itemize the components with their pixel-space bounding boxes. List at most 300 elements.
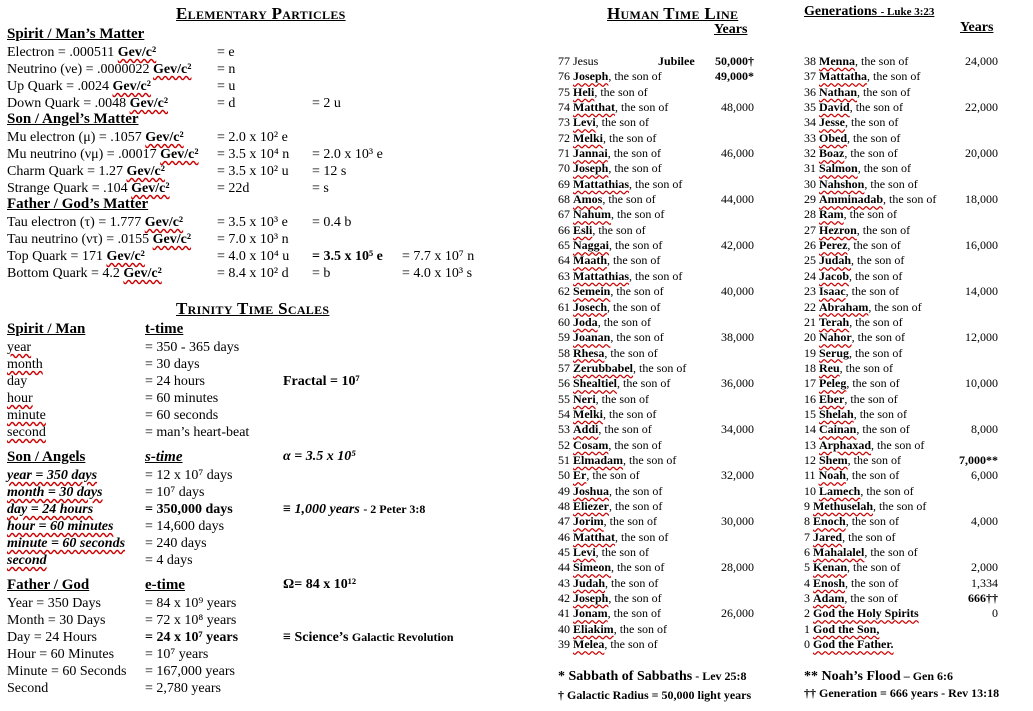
- ancestor-name: Perez: [819, 238, 848, 253]
- particle-unit: Gev/c²: [160, 147, 199, 162]
- generation-number: 3: [804, 591, 810, 606]
- time-unit: month: [7, 357, 43, 372]
- timeline-entry: [558, 407, 758, 422]
- son-of-text: , the son of: [855, 54, 909, 68]
- generation-number: 56: [558, 376, 570, 391]
- particle-name: Top Quark = 171: [7, 249, 103, 264]
- son-of-text: , the son of: [864, 545, 918, 559]
- son-of-text: , the son of: [857, 84, 911, 99]
- particle-unit: Gev/c²: [153, 62, 192, 77]
- son-of-text: , the son of: [845, 284, 899, 299]
- son-of-text: , the son of: [847, 560, 901, 575]
- generation-number: 72: [558, 130, 570, 145]
- generation-number: 37: [804, 69, 816, 84]
- year-value: 4,000: [971, 514, 998, 529]
- generation-number: 71: [558, 146, 570, 161]
- footnote-flood: ** Noah’s Flood – Gen 6:6: [804, 669, 954, 684]
- generation-number: 50: [558, 468, 570, 483]
- generation-number: 57: [558, 360, 570, 375]
- ancestor-name: Obed: [819, 130, 848, 145]
- timeline-entry: [804, 315, 1004, 330]
- generation-number: 15: [804, 406, 816, 421]
- timeline-entry: [558, 207, 758, 222]
- ancestor-name: Jonam: [573, 606, 608, 621]
- particle-symbol: = u: [217, 79, 236, 94]
- generation-number: 59: [558, 330, 570, 345]
- timeline-right-column: [804, 54, 1004, 652]
- generation-number: 25: [804, 253, 816, 268]
- timeline-entry: [804, 499, 1004, 514]
- ancestor-name: Rhesa: [573, 345, 605, 360]
- generation-number: 61: [558, 299, 570, 314]
- particle-row: [7, 78, 151, 95]
- ancestor-name: Serug: [819, 345, 849, 360]
- generation-number: 16: [804, 391, 816, 406]
- timeline-entry: [804, 591, 1004, 606]
- particle-extra2: = 4.0 x 10³ s: [402, 266, 473, 281]
- particle-extra: = 2.0 x 10³ e: [312, 147, 383, 162]
- particle-symbol: = n: [217, 62, 236, 77]
- generation-number: 6: [804, 545, 810, 559]
- time-value: = 72 x 10⁸ years: [145, 613, 237, 628]
- ancestor-name: Neri: [573, 391, 596, 406]
- particle-symbol: = 3.5 x 10³ e: [217, 215, 288, 230]
- generation-number: 46: [558, 529, 570, 544]
- year-value: 8,000: [971, 422, 998, 437]
- ancestor-name: Methuselah: [813, 498, 873, 513]
- timeline-entry: [804, 300, 1004, 315]
- timeline-entry: [804, 177, 1004, 192]
- ancestor-name: Zerubbabel: [573, 360, 634, 375]
- generation-number: 23: [804, 284, 816, 299]
- son-of-text: , the son of: [847, 452, 901, 467]
- time-value: = 240 days: [145, 536, 207, 551]
- son-of-text: , the son of: [845, 514, 900, 529]
- generation-number: 64: [558, 253, 570, 268]
- son-of-text: , the son of: [608, 498, 663, 513]
- year-value: 42,000: [721, 238, 754, 253]
- year-value: 49,000*: [715, 69, 754, 84]
- year-value: 26,000: [721, 606, 754, 621]
- son-of-text: , the son of: [856, 222, 911, 237]
- time-value: = 2,780 years: [145, 681, 221, 696]
- generation-number: 2: [804, 606, 810, 621]
- time-note-main: ≡ 1,000 years: [283, 502, 360, 517]
- particle-name: Up Quark = .0024: [7, 79, 109, 94]
- particle-row: [7, 61, 191, 78]
- particle-name: Down Quark = .0048: [7, 96, 127, 111]
- ancestor-name: Mattathias: [573, 268, 629, 283]
- son-of-text: , the son of: [842, 529, 896, 544]
- ancestor-name: Jorim: [573, 514, 604, 529]
- timeline-entry: [804, 622, 1004, 637]
- particle-symbol: = 22d: [217, 181, 250, 196]
- particle-row: [7, 248, 145, 265]
- generation-number: 10: [804, 483, 816, 498]
- ancestor-name: Jacob: [819, 268, 849, 283]
- generation-number: 8: [804, 514, 810, 529]
- generation-number: 4: [804, 575, 810, 590]
- time-value: = 12 x 10⁷ days: [145, 468, 233, 483]
- particle-name: Mu neutrino (νμ) = .00017: [7, 147, 157, 162]
- time-note: [283, 629, 454, 646]
- timeline-entry: [804, 238, 1004, 253]
- timeline-entry: [804, 637, 1004, 652]
- particle-unit: Gev/c²: [145, 130, 184, 145]
- ancestor-name: Ram: [819, 207, 844, 222]
- year-value: 20,000: [965, 146, 998, 161]
- generation-number: 74: [558, 100, 570, 115]
- son-of-text: , the son of: [849, 314, 903, 329]
- generation-number: 51: [558, 452, 570, 467]
- generation-number: 67: [558, 207, 570, 222]
- generation-number: 32: [804, 146, 816, 161]
- ancestor-name: Hezron: [819, 222, 857, 237]
- time-unit: Month = 30 Days: [7, 613, 106, 628]
- particle-row: [7, 129, 184, 146]
- footnote-sabbath: * Sabbath of Sabbaths - Lev 25:8: [558, 669, 747, 684]
- ancestor-name: Enosh: [813, 575, 846, 590]
- generation-number: 73: [558, 115, 570, 130]
- ancestor-name: Levi: [573, 115, 596, 130]
- timeline-entry: [804, 330, 1004, 345]
- year-value: 38,000: [721, 330, 754, 345]
- particle-unit: Gev/c²: [106, 249, 145, 264]
- ancestor-name: Esli: [573, 222, 593, 237]
- generation-number: 38: [804, 54, 816, 68]
- time-unit: second: [7, 425, 46, 440]
- son-of-text: , the son of: [629, 268, 683, 283]
- time-unit: second: [7, 553, 47, 568]
- son-of-text: , the son of: [843, 207, 897, 222]
- particle-unit: Gev/c²: [126, 164, 165, 179]
- time-group-note: Ω= 84 x 10¹²: [283, 577, 357, 592]
- particle-name: Mu electron (μ) = .1057: [7, 130, 142, 145]
- year-value: 48,000: [721, 100, 754, 115]
- ancestor-name: Nahum: [573, 207, 612, 222]
- son-of-text: , the son of: [868, 299, 922, 314]
- time-unit: year: [7, 340, 32, 355]
- generation-number: 41: [558, 606, 570, 621]
- ancestor-name: Melki: [573, 130, 603, 145]
- timeline-entry: [558, 361, 758, 376]
- ancestor-name: Joseph: [573, 69, 609, 84]
- generation-number: 48: [558, 498, 570, 513]
- ancestor-name: Arphaxad: [819, 437, 872, 452]
- year-value: 14,000: [965, 284, 998, 299]
- generation-number: 66: [558, 222, 570, 237]
- timeline-entry: [558, 330, 758, 345]
- time-group-note: α = 3.5 x 10⁵: [283, 449, 357, 464]
- generation-number: 65: [558, 238, 570, 253]
- particle-extra: = b: [312, 266, 331, 281]
- timeline-entry: [558, 545, 758, 560]
- generation-number: 17: [804, 376, 816, 391]
- generation-number: 18: [804, 360, 816, 375]
- time-value: = 30 days: [145, 357, 200, 372]
- son-of-text: , the son of: [604, 637, 658, 652]
- generation-number: 28: [804, 207, 816, 222]
- ancestor-name: Judah: [819, 253, 852, 268]
- timeline-entry: [804, 392, 1004, 407]
- time-note-ref: - 2 Peter 3:8: [363, 502, 426, 516]
- time-value: = 24 x 10⁷ years: [145, 630, 239, 645]
- son-of-text: , the son of: [851, 253, 905, 268]
- timeline-entry: [804, 100, 1004, 115]
- particle-group-heading: Father / God’s Matter: [7, 196, 149, 212]
- generation-number: 21: [804, 314, 816, 329]
- timeline-entry: [558, 269, 758, 284]
- ancestor-name: David: [819, 100, 850, 115]
- ancestor-name: Boaz: [819, 146, 845, 161]
- ancestor-name: God the Holy Spirits: [813, 606, 919, 621]
- son-of-text: , the son of: [856, 422, 910, 437]
- son-of-text: , the son of: [623, 452, 677, 467]
- timeline-entry: [558, 238, 758, 253]
- timeline-entry: [804, 422, 1004, 437]
- generation-number: 42: [558, 591, 570, 606]
- timeline-entry: [804, 376, 1004, 391]
- son-of-text: , the son of: [611, 207, 665, 222]
- particle-extra: = 2 u: [312, 96, 341, 111]
- generation-number: 55: [558, 391, 570, 406]
- ancestor-name: Mattathias: [573, 176, 629, 191]
- son-of-text: , the son of: [633, 360, 687, 375]
- ancestor-name: Mahalalel: [813, 545, 865, 559]
- timeline-entry: [558, 453, 758, 468]
- son-of-text: , the son of: [849, 100, 904, 115]
- generation-number: 60: [558, 314, 570, 329]
- son-of-text: , the son of: [603, 406, 657, 421]
- years-header-right: Years: [960, 20, 994, 35]
- particle-row: [7, 44, 156, 61]
- timeline-entry: [804, 69, 1004, 84]
- timeline-entry: [558, 346, 758, 361]
- generation-number: 33: [804, 130, 816, 145]
- son-of-text: , the son of: [846, 376, 900, 391]
- generation-number: 58: [558, 345, 570, 360]
- ancestor-name: Jared: [813, 529, 843, 544]
- timeline-entry: [804, 453, 1004, 468]
- generation-number: 30: [804, 176, 816, 191]
- years-header-left: Years: [714, 22, 748, 37]
- ancestor-name: Nathan: [819, 84, 858, 99]
- timeline-entry: [804, 576, 1004, 591]
- time-value: = 350 - 365 days: [145, 340, 240, 355]
- generation-number: 0: [804, 637, 810, 652]
- ancestor-name: Melea: [573, 637, 605, 652]
- generation-number: 75: [558, 84, 570, 99]
- son-of-text: , the son of: [860, 483, 914, 498]
- year-value: 18,000: [965, 192, 998, 207]
- generation-number: 36: [804, 84, 816, 99]
- generation-number: 34: [804, 115, 816, 130]
- time-group-sub: t-time: [145, 321, 184, 337]
- generation-number: 44: [558, 560, 570, 575]
- elementary-title: Elementary Particles: [176, 4, 346, 23]
- time-group-sub: e-time: [145, 577, 185, 593]
- ancestor-name: Jesus: [573, 54, 599, 68]
- generation-number: 39: [558, 637, 570, 652]
- son-of-text: , the son of: [849, 345, 903, 360]
- timeline-entry: [558, 422, 758, 437]
- timeline-entry: [558, 468, 758, 483]
- son-of-text: , the son of: [602, 192, 656, 207]
- year-value: 666††: [968, 591, 998, 606]
- timeline-entry: [558, 499, 758, 514]
- year-value: 22,000: [965, 100, 998, 115]
- time-value: = 14,600 days: [145, 519, 225, 534]
- year-value: 34,000: [721, 422, 754, 437]
- time-unit: hour: [7, 391, 33, 406]
- timeline-entry: [804, 115, 1004, 130]
- time-unit: day: [7, 374, 28, 389]
- ancestor-name: Mattatha: [819, 69, 867, 84]
- time-value: = 60 minutes: [145, 391, 219, 406]
- timeline-entry: [558, 576, 758, 591]
- particle-extra: = s: [312, 181, 329, 196]
- timeline-title: Human Time Line: [607, 4, 739, 23]
- timeline-entry: [558, 177, 758, 192]
- ancestor-name: Jesse: [819, 115, 845, 130]
- ancestor-name: Isaac: [819, 284, 846, 299]
- generation-number: 20: [804, 330, 816, 345]
- son-of-text: , the son of: [608, 69, 662, 84]
- year-value: 0: [992, 606, 998, 621]
- son-of-text: , the son of: [609, 483, 663, 498]
- timeline-entry: [558, 514, 758, 529]
- year-value: 28,000: [721, 560, 754, 575]
- time-unit: Minute = 60 Seconds: [7, 664, 127, 679]
- son-of-text: , the son of: [610, 330, 664, 345]
- generation-number: 19: [804, 345, 816, 360]
- ancestor-name: Nahor: [819, 330, 852, 345]
- timeline-entry: [558, 606, 758, 621]
- timeline-entry: [558, 131, 758, 146]
- son-of-text: , the son of: [873, 498, 927, 513]
- son-of-text: , the son of: [608, 161, 662, 176]
- son-of-text: , the son of: [867, 69, 921, 84]
- ancestor-name: Amos: [573, 192, 603, 207]
- generation-number: 12: [804, 452, 816, 467]
- son-of-text: , the son of: [844, 391, 898, 406]
- ancestor-name: Josech: [573, 299, 607, 314]
- timeline-entry: [558, 392, 758, 407]
- generation-number: 29: [804, 192, 816, 207]
- ancestor-name: Maath: [573, 253, 607, 268]
- son-of-text: , the son of: [615, 529, 669, 544]
- particle-symbol: = 3.5 x 10⁴ n: [217, 147, 290, 162]
- ancestor-name: Simeon: [573, 560, 612, 575]
- timeline-entry: [804, 161, 1004, 176]
- particle-group-heading: Son / Angel’s Matter: [7, 111, 139, 127]
- year-value: 7,000**: [959, 452, 998, 467]
- ancestor-name: Heli: [573, 84, 595, 99]
- son-of-text: , the son of: [629, 176, 683, 191]
- son-of-text: , the son of: [608, 437, 662, 452]
- generation-number: 22: [804, 299, 816, 314]
- ancestor-name: Nahshon: [819, 176, 865, 191]
- time-unit: Day = 24 Hours: [7, 630, 97, 645]
- footnote-generation: †† Generation = 666 years - Rev 13:18: [804, 686, 1000, 700]
- time-note-main: Fractal = 10⁷: [283, 374, 360, 389]
- particle-symbol: = 4.0 x 10⁴ u: [217, 249, 290, 264]
- ancestor-name: Eliezer: [573, 498, 609, 513]
- ancestor-name: Joshua: [573, 483, 610, 498]
- son-of-text: , the son of: [844, 146, 898, 161]
- son-of-text: , the son of: [883, 192, 937, 207]
- time-group-heading: Father / God: [7, 577, 90, 593]
- time-group-heading: Son / Angels: [7, 449, 86, 465]
- timeline-entry: [558, 161, 758, 176]
- year-value: 32,000: [721, 468, 754, 483]
- generation-number: 14: [804, 422, 816, 437]
- son-of-text: , the son of: [586, 468, 640, 483]
- timeline-entry: [804, 253, 1004, 268]
- timeline-entry: [804, 269, 1004, 284]
- ancestor-name: Salmon: [819, 161, 858, 176]
- timeline-entry: [804, 560, 1004, 575]
- time-value: = 350,000 days: [145, 502, 233, 517]
- trinity-title: Trinity Time Scales: [176, 299, 330, 318]
- ancestor-name: Judah: [573, 575, 606, 590]
- son-of-text: , the son of: [857, 161, 912, 176]
- timeline-entry: [558, 100, 758, 115]
- son-of-text: , the son of: [604, 345, 658, 360]
- timeline-entry: [558, 223, 758, 238]
- year-value: 16,000: [965, 238, 998, 253]
- generation-number: 53: [558, 422, 570, 437]
- son-of-text: , the son of: [594, 84, 648, 99]
- generation-number: 11: [804, 468, 816, 483]
- particle-symbol: = 7.0 x 10³ n: [217, 232, 289, 247]
- generation-number: 54: [558, 406, 570, 421]
- ancestor-name: Levi: [573, 545, 596, 559]
- son-of-text: , the son of: [849, 268, 903, 283]
- time-group-sub: s-time: [145, 449, 183, 465]
- ancestor-name: Amminadab: [819, 192, 884, 207]
- particle-symbol: = e: [217, 45, 235, 60]
- generation-number: 52: [558, 437, 570, 452]
- year-value: 6,000: [971, 468, 998, 483]
- son-of-text: , the son of: [605, 575, 659, 590]
- ancestor-name: Enoch: [813, 514, 846, 529]
- ancestor-name: Addi: [573, 422, 599, 437]
- particle-extra: = 3.5 x 10⁵ e: [312, 249, 383, 264]
- particle-name: Tau electron (τ) = 1.777: [7, 215, 142, 230]
- timeline-entry: [558, 284, 758, 299]
- particle-row: [7, 163, 165, 180]
- ancestor-name: Matthat: [573, 529, 615, 544]
- particle-name: Electron = .000511: [7, 45, 115, 60]
- ancestor-name: Adam: [813, 591, 845, 606]
- son-of-text: , the son of: [608, 591, 662, 606]
- ancestor-name: Melki: [573, 406, 603, 421]
- particle-row: [7, 231, 191, 248]
- footnote-galactic: † Galactic Radius = 50,000 light years: [558, 688, 752, 702]
- timeline-entry: [804, 484, 1004, 499]
- son-of-text: , the son of: [847, 238, 901, 253]
- generation-number: 43: [558, 575, 570, 590]
- timeline-entry: [558, 300, 758, 315]
- time-unit: Second: [7, 681, 49, 696]
- generation-number: 70: [558, 161, 570, 176]
- time-value: = 4 days: [145, 553, 193, 568]
- son-of-text: , the son of: [595, 545, 649, 559]
- son-of-text: , the son of: [615, 100, 669, 115]
- time-value: = 10⁷ years: [145, 647, 209, 662]
- ancestor-name: Naggai: [573, 238, 609, 253]
